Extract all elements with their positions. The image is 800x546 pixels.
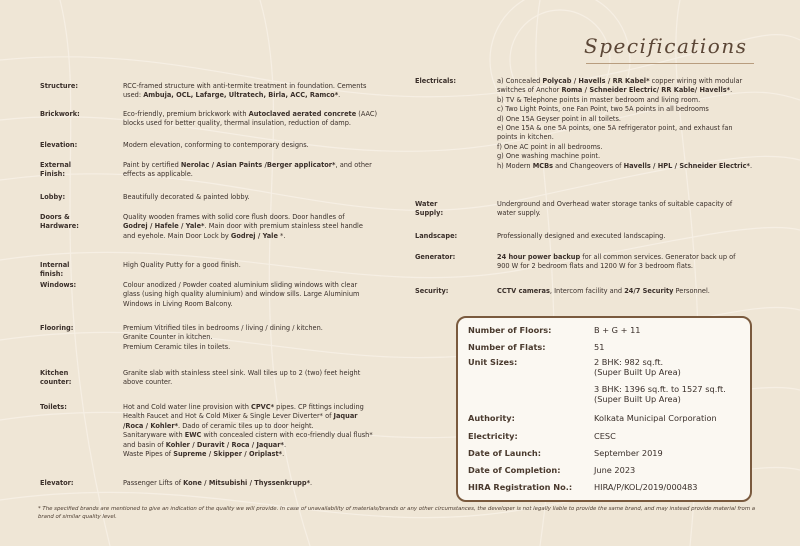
spec-left-value: Premium Vitrified tiles in bedrooms / living / dining / kitchen. Granite Counter in kitchen. Premium Ceramic tiles in toilets. — [123, 324, 323, 351]
info-value: June 2023 — [594, 465, 636, 475]
spec-right-value: Underground and Overhead water storage tanks of suitable capacity of water supply. — [497, 200, 733, 218]
spec-left-value: High Quality Putty for a good finish. — [123, 261, 241, 269]
spec-left-label: Brickwork: — [40, 110, 80, 118]
spec-left-value: RCC-framed structure with anti-termite treatment in foundation. Cements used: Ambuja, OCL, Lafarge, Ultratech, Birla, ACC, Ramco*. — [123, 82, 367, 100]
spec-left-value: Quality wooden frames with solid core flush doors. Door handles of Godrej / Hafele / Yale*. Main door with premium stainless steel handle and eyehole. Main Door Lock by Godrej / Yale *. — [123, 213, 363, 240]
info-key: Date of Launch: — [468, 448, 542, 458]
info-key: Unit Sizes: — [468, 357, 518, 367]
spec-left-label: Doors & Hardware: — [40, 213, 79, 231]
info-key: HIRA Registration No.: — [468, 482, 573, 492]
spec-right-label: Water Supply: — [415, 200, 444, 218]
info-value: HIRA/P/KOL/2019/000483 — [594, 482, 698, 492]
spec-left-label: Lobby: — [40, 193, 66, 201]
info-key: Number of Floors: — [468, 325, 552, 335]
spec-right-value: a) Concealed Polycab / Havells / RR Kabel* copper wiring with modular switches of Anchor Roma / Schneider Electric/ RR Kable/ Havells*. b) TV & Telephone points in master bedroom and living room. c) Two Light Points, one Fan Point, two 5A points in all bedrooms d) One 15A Geyser point in all toilets. e) One 15A & one 5A points, one 5A refrigerator point, and exhaust fan points in kitchen. f) One AC point in all bedrooms. g) One washing machine point. h) Modern MCBs and Changeovers of Havells / HPL / Schneider Electric*. — [497, 77, 753, 170]
spec-left-label: Flooring: — [40, 324, 74, 332]
footnote: * The specified brands are mentioned to give an indication of the quality we will provide. In case of unavailability of materials/brands or any other circumstances, the developer is not legally liable to provide the same brand, and may instead provide material from a brand of similar quality level. — [38, 506, 756, 520]
spec-right-value: CCTV cameras, Intercom facility and 24/7 Security Personnel. — [497, 287, 710, 295]
spec-left-label: Structure: — [40, 82, 78, 90]
spec-right-label: Electricals: — [415, 77, 456, 85]
spec-left-label: Toilets: — [40, 403, 67, 411]
info-key: Number of Flats: — [468, 342, 546, 352]
spec-left-label: Internal finish: — [40, 261, 70, 279]
spec-right-label: Generator: — [415, 253, 456, 261]
spec-right-label: Landscape: — [415, 232, 458, 240]
spec-left-label: Kitchen counter: — [40, 369, 72, 387]
page-title: Specifications — [584, 34, 748, 58]
info-key: Electricity: — [468, 431, 518, 441]
spec-left-value: Beautifully decorated & painted lobby. — [123, 193, 250, 201]
spec-left-label: Elevation: — [40, 141, 78, 149]
spec-right-value: 24 hour power backup for all common services. Generator back up of 900 W for 2 bedroom flats and 1200 W for 3 bedroom flats. — [497, 253, 736, 271]
info-value: 51 — [594, 342, 605, 352]
spec-left-value: Passenger Lifts of Kone / Mitsubishi / Thyssenkrupp*. — [123, 479, 313, 487]
spec-right-value: Professionally designed and executed landscaping. — [497, 232, 666, 240]
title-divider — [586, 63, 754, 64]
info-key: Authority: — [468, 413, 515, 423]
project-info-panel — [456, 316, 752, 502]
info-value: Kolkata Municipal Corporation — [594, 413, 717, 423]
spec-left-label: Windows: — [40, 281, 77, 289]
info-key: Date of Completion: — [468, 465, 561, 475]
info-value: September 2019 — [594, 448, 663, 458]
info-value: CESC — [594, 431, 616, 441]
spec-left-value: Hot and Cold water line provision with CPVC* pipes. CP fittings including Health Faucet and Hot & Cold Mixer & Single Lever Diverter* of Jaquar /Roca / Kohler*. Dado of ceramic tiles up to door height. Sanitaryware with EWC with concealed cistern with eco-friendly dual flush* and basin of Kohler / Duravit / Roca / Jaquar*. Waste Pipes of Supreme / Skipper / Oriplast*. — [123, 403, 373, 459]
info-value: B + G + 11 — [594, 325, 641, 335]
info-value: 2 BHK: 982 sq.ft. (Super Built Up Area) 3 BHK: 1396 sq.ft. to 1527 sq.ft. (Super Built Up Area) — [594, 357, 726, 405]
spec-left-value: Colour anodized / Powder coated aluminium sliding windows with clear glass (using high quality aluminium) and window sills. Large Aluminium Windows in Living Room Balcony. — [123, 281, 360, 308]
spec-left-value: Eco-friendly, premium brickwork with Autoclaved aerated concrete (AAC) blocks used for better quality, thermal insulation, reduction of damp. — [123, 110, 378, 128]
spec-right-label: Security: — [415, 287, 449, 295]
spec-left-value: Modern elevation, conforming to contemporary designs. — [123, 141, 309, 149]
spec-left-label: Elevator: — [40, 479, 74, 487]
spec-left-label: External Finish: — [40, 161, 72, 179]
spec-left-value: Granite slab with stainless steel sink. Wall tiles up to 2 (two) feet height above counter. — [123, 369, 361, 387]
spec-left-value: Paint by certified Nerolac / Asian Paints /Berger applicator*, and other effects as applicable. — [123, 161, 372, 179]
